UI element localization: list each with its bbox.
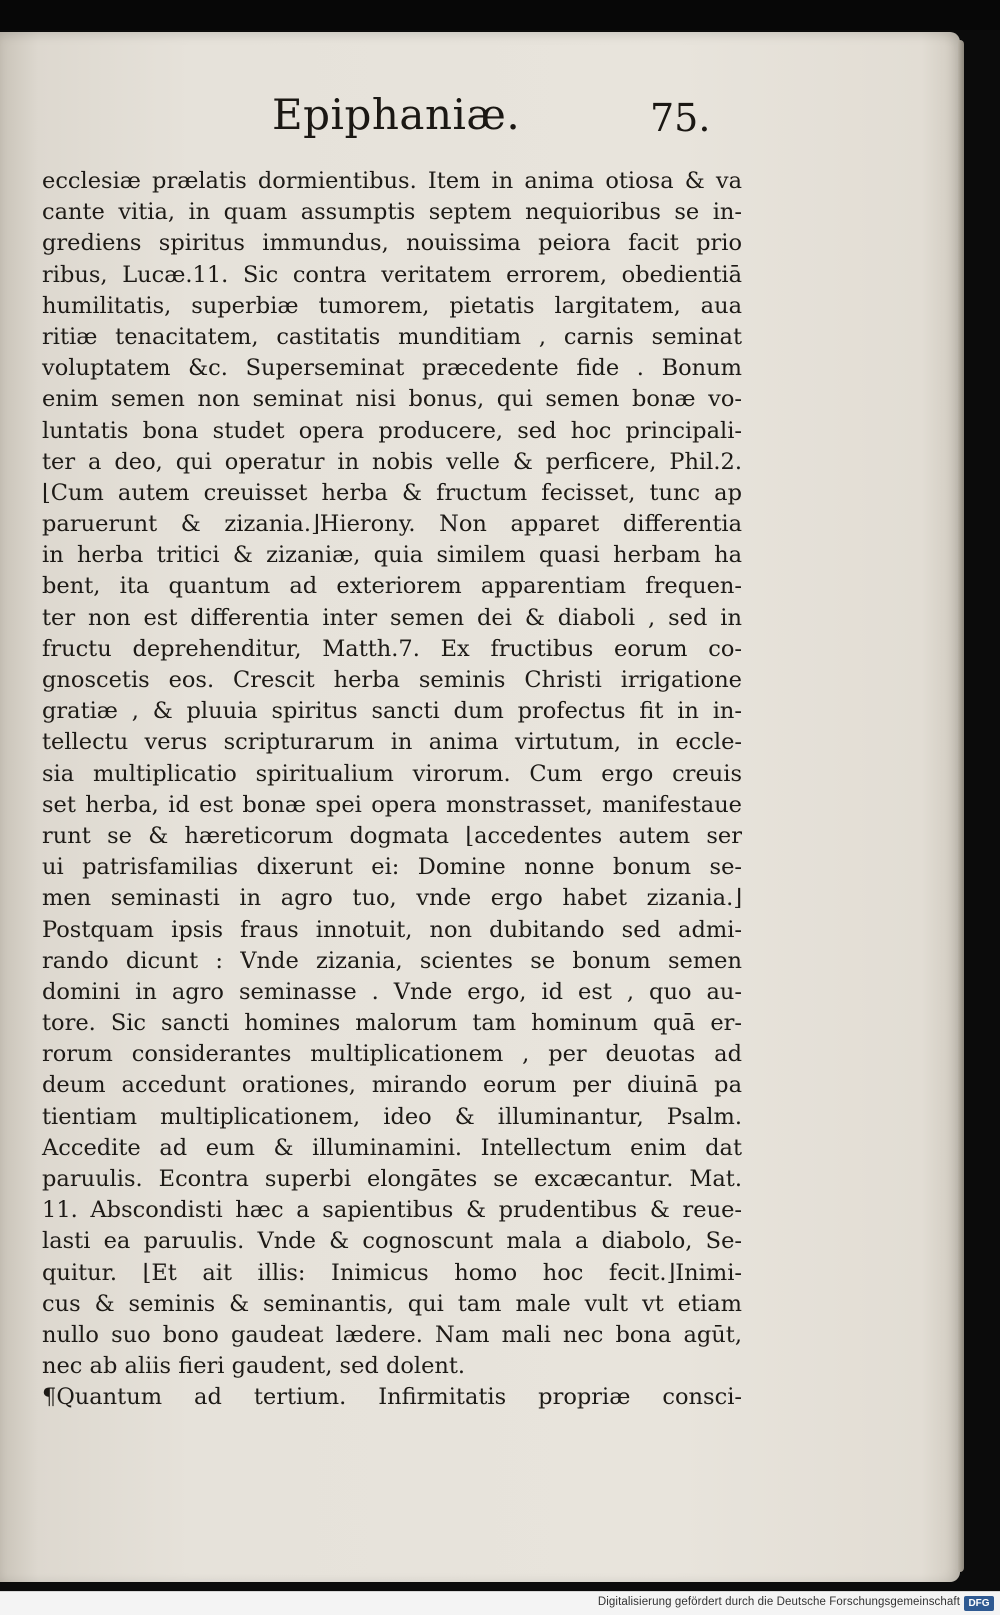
text-line: fructu deprehenditur, Matth.7. Ex fructibus eorum co- bbox=[42, 635, 742, 662]
text-line: ui patrisfamilias dixerunt ei: Domine nonne bonum se- bbox=[42, 854, 742, 881]
text-line: set herba, id est bonæ spei opera monstrasset, manifestaue bbox=[42, 791, 742, 818]
text-line: rorum considerantes multiplicationem , per deuotas ad bbox=[42, 1041, 742, 1068]
text-line: ⌊Cum autem creuisset herba & fructum fecisset, tunc ap bbox=[42, 479, 742, 506]
body-text bbox=[42, 166, 742, 1414]
text-line: domini in agro seminasse . Vnde ergo, id est , quo au- bbox=[42, 978, 742, 1005]
text-line: cante vitia, in quam assumptis septem nequioribus se in- bbox=[42, 199, 742, 226]
text-line: 11. Abscondisti hæc a sapientibus & prudentibus & reue- bbox=[42, 1197, 742, 1224]
text-line: sia multiplicatio spiritualium virorum. Cum ergo creuis bbox=[42, 760, 742, 787]
digitization-footer bbox=[0, 1591, 1000, 1615]
text-line: ¶Quantum ad tertium. Infirmitatis propriæ consci- bbox=[42, 1384, 742, 1411]
text-line: luntatis bona studet opera producere, sed hoc principali- bbox=[42, 417, 742, 444]
text-line: paruerunt & zizania.⌋Hierony. Non apparet differentia bbox=[42, 511, 742, 538]
page-header bbox=[0, 90, 960, 150]
text-line: enim semen non seminat nisi bonus, qui semen bonæ vo- bbox=[42, 386, 742, 413]
scan-top-border bbox=[0, 0, 1000, 30]
text-line: rando dicunt : Vnde zizania, scientes se bonum semen bbox=[42, 947, 742, 974]
text-line: paruulis. Econtra superbi elongātes se excæcantur. Mat. bbox=[42, 1166, 742, 1192]
dfg-logo: DFG bbox=[964, 1596, 994, 1611]
text-line: men seminasti in agro tuo, vnde ergo habet zizania.⌋ bbox=[42, 885, 742, 912]
text-line: bent, ita quantum ad exteriorem apparentiam frequen- bbox=[42, 573, 742, 600]
book-page bbox=[0, 32, 960, 1582]
text-line: nullo suo bono gaudeat lædere. Nam mali nec bona agūt, bbox=[42, 1321, 742, 1348]
text-line: ritiæ tenacitatem, castitatis munditiam , carnis seminat bbox=[42, 323, 742, 350]
text-line: deum accedunt orationes, mirando eorum per diuinā pa bbox=[42, 1072, 742, 1099]
text-line: lasti ea paruulis. Vnde & cognoscunt mala a diabolo, Se- bbox=[42, 1228, 742, 1255]
footer-credit: Digitalisierung gefördert durch die Deutsche Forschungsgemeinschaft bbox=[597, 1596, 960, 1608]
text-line: ter non est differentia inter semen dei & diaboli , sed in bbox=[42, 604, 742, 631]
text-line: ecclesiæ prælatis dormientibus. Item in anima otiosa & va bbox=[42, 168, 742, 194]
text-line: Accedite ad eum & illuminamini. Intellectum enim dat bbox=[42, 1134, 742, 1161]
folio-number: 75. bbox=[650, 96, 711, 140]
text-line: ter a deo, qui operatur in nobis velle & perficere, Phil.2. bbox=[42, 448, 742, 475]
text-line: Postquam ipsis fraus innotuit, non dubitando sed admi- bbox=[42, 916, 742, 943]
text-line: quitur. ⌊Et ait illis: Inimicus homo hoc fecit.⌋Inimi- bbox=[42, 1259, 742, 1286]
text-line: gnoscetis eos. Crescit herba seminis Christi irrigatione bbox=[42, 667, 742, 693]
text-line: nec ab aliis fieri gaudent, sed dolent. bbox=[42, 1353, 466, 1380]
text-line: tore. Sic sancti homines malorum tam hominum quā er- bbox=[42, 1010, 742, 1037]
text-line: voluptatem &c. Superseminat præcedente fide . Bonum bbox=[42, 355, 742, 382]
text-line: grediens spiritus immundus, nouissima peiora facit prio bbox=[42, 230, 742, 257]
text-line: humilitatis, superbiæ tumorem, pietatis largitatem, aua bbox=[42, 292, 742, 319]
text-line: cus & seminis & seminantis, qui tam male vult vt etiam bbox=[42, 1290, 742, 1317]
text-line: ribus, Lucæ.11. Sic contra veritatem errorem, obedientiā bbox=[42, 261, 742, 288]
text-line: in herba tritici & zizaniæ, quia similem quasi herbam ha bbox=[42, 542, 742, 569]
text-line: tientiam multiplicationem, ideo & illuminantur, Psalm. bbox=[42, 1103, 742, 1130]
text-line: gratiæ , & pluuia spiritus sancti dum profectus fit in in- bbox=[42, 698, 742, 725]
running-title: Epiphaniæ. bbox=[272, 90, 521, 139]
text-line: runt se & hæreticorum dogmata ⌊accedentes autem ser bbox=[42, 822, 742, 849]
text-line: tellectu verus scripturarum in anima virtutum, in eccle- bbox=[42, 729, 742, 756]
page-edge bbox=[958, 40, 964, 1572]
